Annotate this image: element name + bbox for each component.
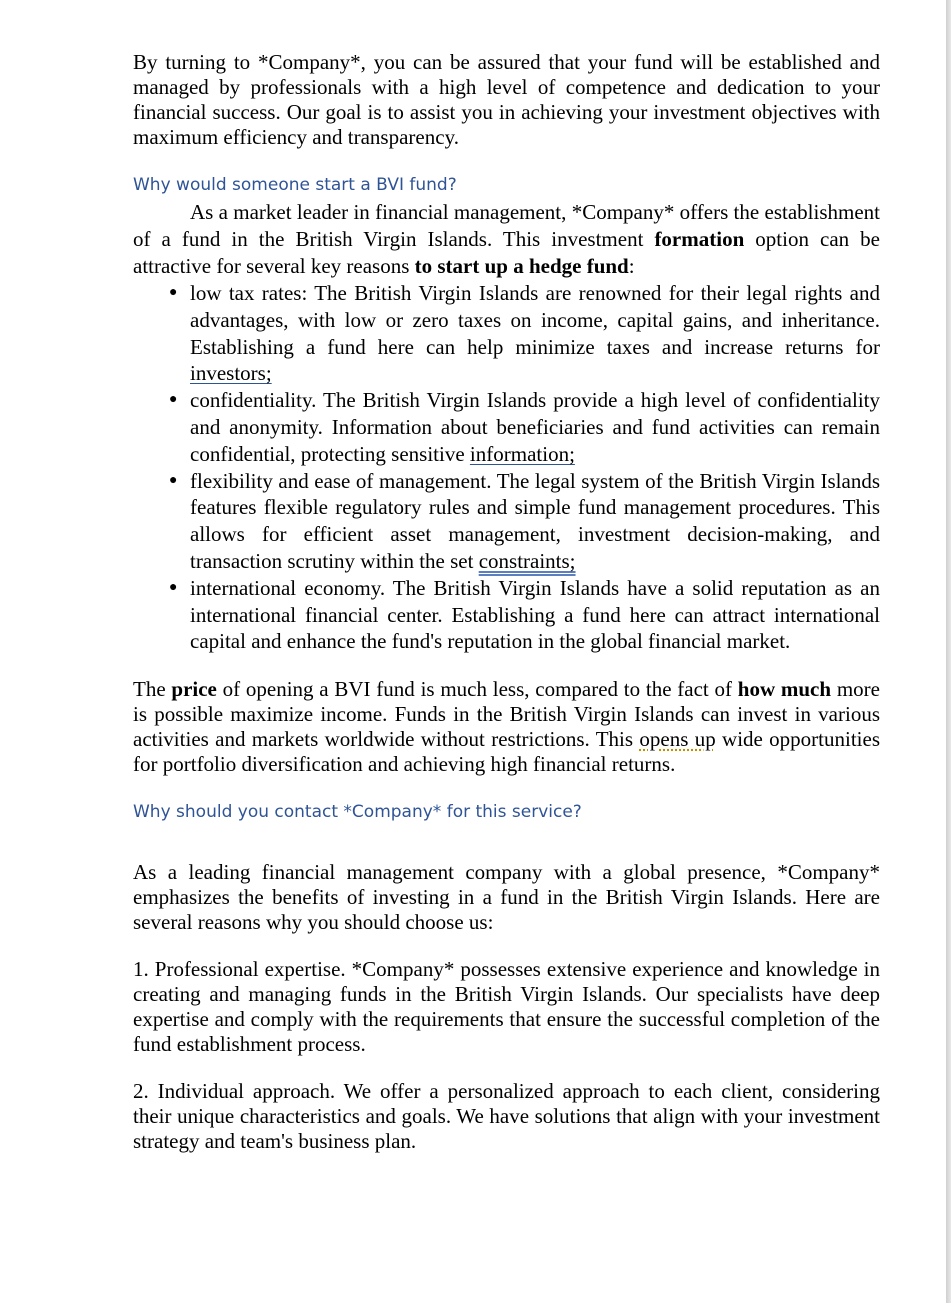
bullet-text: flexibility and ease of management. The legal system of the British Virgin Islands features flexible regulatory rules and simple fund management procedures. This allows for efficient asset management, investment decision-making, and transaction scrutiny within the set	[190, 468, 880, 573]
bullet-text: low tax rates: The British Virgin Islands are renowned for their legal rights and advantages, with low or zero taxes on income, capital gains, and inheritance. Establishing a fund here can help minimize taxes and increase returns for	[190, 281, 880, 359]
point-professional-expertise: 1. Professional expertise. *Company* possesses extensive experience and knowledge in creating and managing funds in the British Virgin Islands. Our specialists have deep expertise and comply with the requirements that ensure the successful completion of the fund establishment process.	[133, 957, 880, 1057]
heading-why-contact: Why should you contact *Company* for this service?	[133, 802, 582, 823]
bullet-item-confidentiality	[133, 387, 880, 467]
bullet-dot-icon: ●	[169, 392, 178, 408]
bullet-item-international	[133, 575, 880, 655]
lead-paragraph	[133, 199, 880, 280]
lead-bold-hedge-fund: to start up a hedge fund	[414, 254, 629, 278]
lead-bold-formation: formation	[654, 227, 745, 251]
point-individual-approach: 2. Individual approach. We offer a personalized approach to each client, considering their unique characteristics and goals. We have solutions that align with your investment strategy and team's business plan.	[133, 1079, 880, 1154]
price-text-1: The	[133, 677, 172, 702]
bullet-text: confidentiality. The British Virgin Islands provide a high level of confidentiality and anonymity. Information about beneficiaries and fund activities can remain confidential, protecting sensitive	[190, 388, 880, 466]
bullet-item-flexibility	[133, 468, 880, 575]
bullet-dot-icon: ●	[169, 472, 178, 488]
price-text-2: of opening a BVI fund is much less, compared to the fact of	[216, 677, 738, 702]
reasons-bullet-list	[133, 280, 880, 655]
price-paragraph	[133, 677, 880, 777]
bullet-dot-icon: ●	[169, 579, 178, 595]
grammar-marked-word[interactable]: constraints;	[478, 548, 576, 573]
intro-paragraph: By turning to *Company*, you can be assured that your fund will be established and managed by professionals with a high level of competence and dedication to your financial success. Our goal is to assist you in achieving your investment objectives with maximum efficiency and transparency.	[133, 50, 880, 149]
grammar-marked-word[interactable]: information;	[469, 441, 575, 466]
grammar-marked-word[interactable]: investors;	[190, 361, 272, 386]
document-body	[133, 50, 880, 1154]
reasons-intro-paragraph: As a leading financial management company with a global presence, *Company* emphasizes the benefits of investing in a fund in the British Virgin Islands. Here are several reasons why you should choose us:	[133, 860, 880, 935]
price-bold-price: price	[171, 677, 217, 702]
price-text-3: more is possible maximize income. Funds in the British Virgin Islands can invest in various activities and markets worldwide without restrictions. This	[133, 677, 880, 752]
style-marked-phrase[interactable]: opens up	[639, 727, 716, 752]
bullet-dot-icon: ●	[169, 285, 178, 300]
lead-text-1: As a market leader in financial management, *Company* offers the establishment of a fund in the British Virgin Islands. This investment	[133, 200, 880, 251]
lead-text-3: :	[628, 254, 635, 278]
price-bold-how-much: how much	[737, 677, 832, 702]
heading-why-bvi-fund: Why would someone start a BVI fund?	[133, 175, 457, 195]
bullet-text: international economy. The British Virgin Islands have a solid reputation as an international financial center. Establishing a fund here can attract international capital and enhance the fund's reputation in the global financial market.	[190, 575, 880, 654]
price-text-4: wide opportunities for portfolio diversification and achieving high financial returns.	[133, 727, 880, 777]
page-edge-shadow	[946, 0, 951, 1303]
bullet-item-low-tax	[133, 280, 880, 387]
lead-text-2: option can be attractive for several key reasons	[133, 227, 880, 278]
